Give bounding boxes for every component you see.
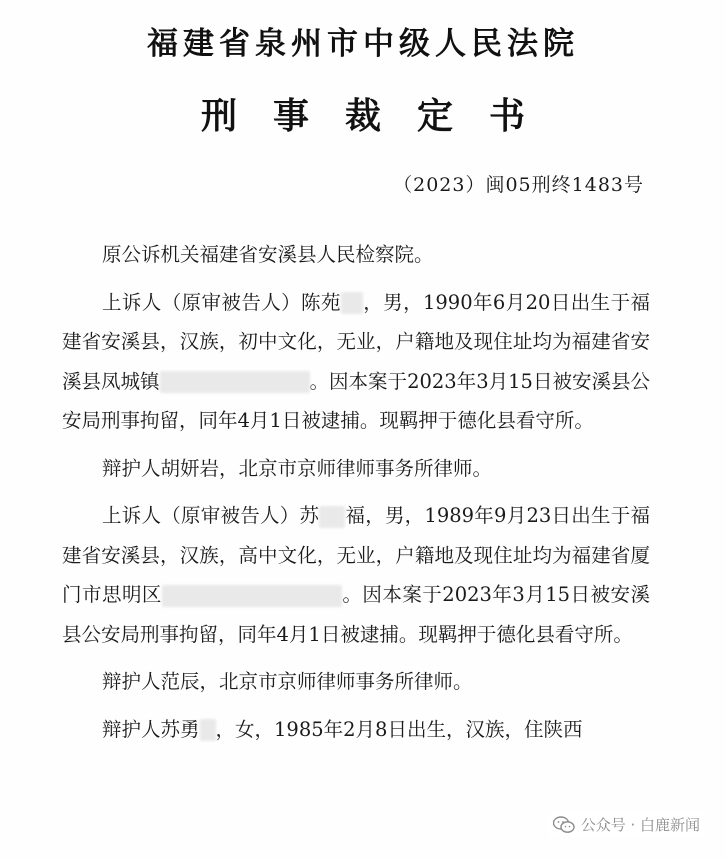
appellant-2-detention: 。因本案于2023年3月15日被安溪县公安局刑事拘留，同年4月1日被逮捕。现羁押于德化县看守所。 — [62, 583, 650, 646]
wechat-watermark — [549, 812, 704, 837]
court-name: 福建省泉州市中级人民法院 — [147, 26, 579, 62]
appellant-2-details: 福，男，1989年9月23日出生于福建省安溪县，汉族，高中文化，无业，户籍地及现住址均为福建省厦门市思明区 — [62, 504, 650, 606]
appellant-2-intro: 上诉人（原审被告人）苏 — [102, 504, 320, 527]
defender-3-intro: 辩护人苏勇 — [102, 717, 200, 741]
redacted-name — [319, 506, 345, 528]
wechat-icon — [553, 816, 575, 834]
paragraph-defender-2: 辩护人范辰，北京市京师律师事务所律师。 — [102, 670, 473, 693]
paragraph-appellant-2 — [62, 496, 650, 654]
appellant-1-detention: 。因本案于2023年3月15日被安溪县公安局刑事拘留，同年4月1日被逮捕。现羁押于德化县看守所。 — [62, 369, 650, 432]
appellant-1-intro: 上诉人（原审被告人）陈苑 — [102, 290, 341, 314]
paragraph-defender-1: 辩护人胡妍岩，北京市京师律师事务所律师。 — [102, 456, 493, 480]
defender-3-details: ，女，1985年2月8日出生，汉族，住陕西 — [215, 717, 583, 741]
document-body — [62, 235, 650, 757]
document-title: 刑事裁定书 — [200, 95, 561, 137]
paragraph-prosecutor: 原公诉机关福建省安溪县人民检察院。 — [102, 243, 434, 266]
paragraph-defender-3 — [62, 710, 650, 750]
watermark-text: 公众号 · 白鹿新闻 — [580, 816, 700, 834]
case-number: （2023）闽05刑终1483号 — [393, 174, 644, 196]
redacted-name — [200, 719, 216, 741]
paragraph-appellant-1 — [62, 283, 650, 441]
redacted-address — [160, 371, 310, 393]
appellant-1-details: ，男，1990年6月20日出生于福建省安溪县，汉族，初中文化，无业，户籍地及现住址均为福建省安溪县凤城镇 — [62, 290, 650, 393]
redacted-name — [341, 292, 363, 314]
redacted-address — [162, 585, 342, 607]
